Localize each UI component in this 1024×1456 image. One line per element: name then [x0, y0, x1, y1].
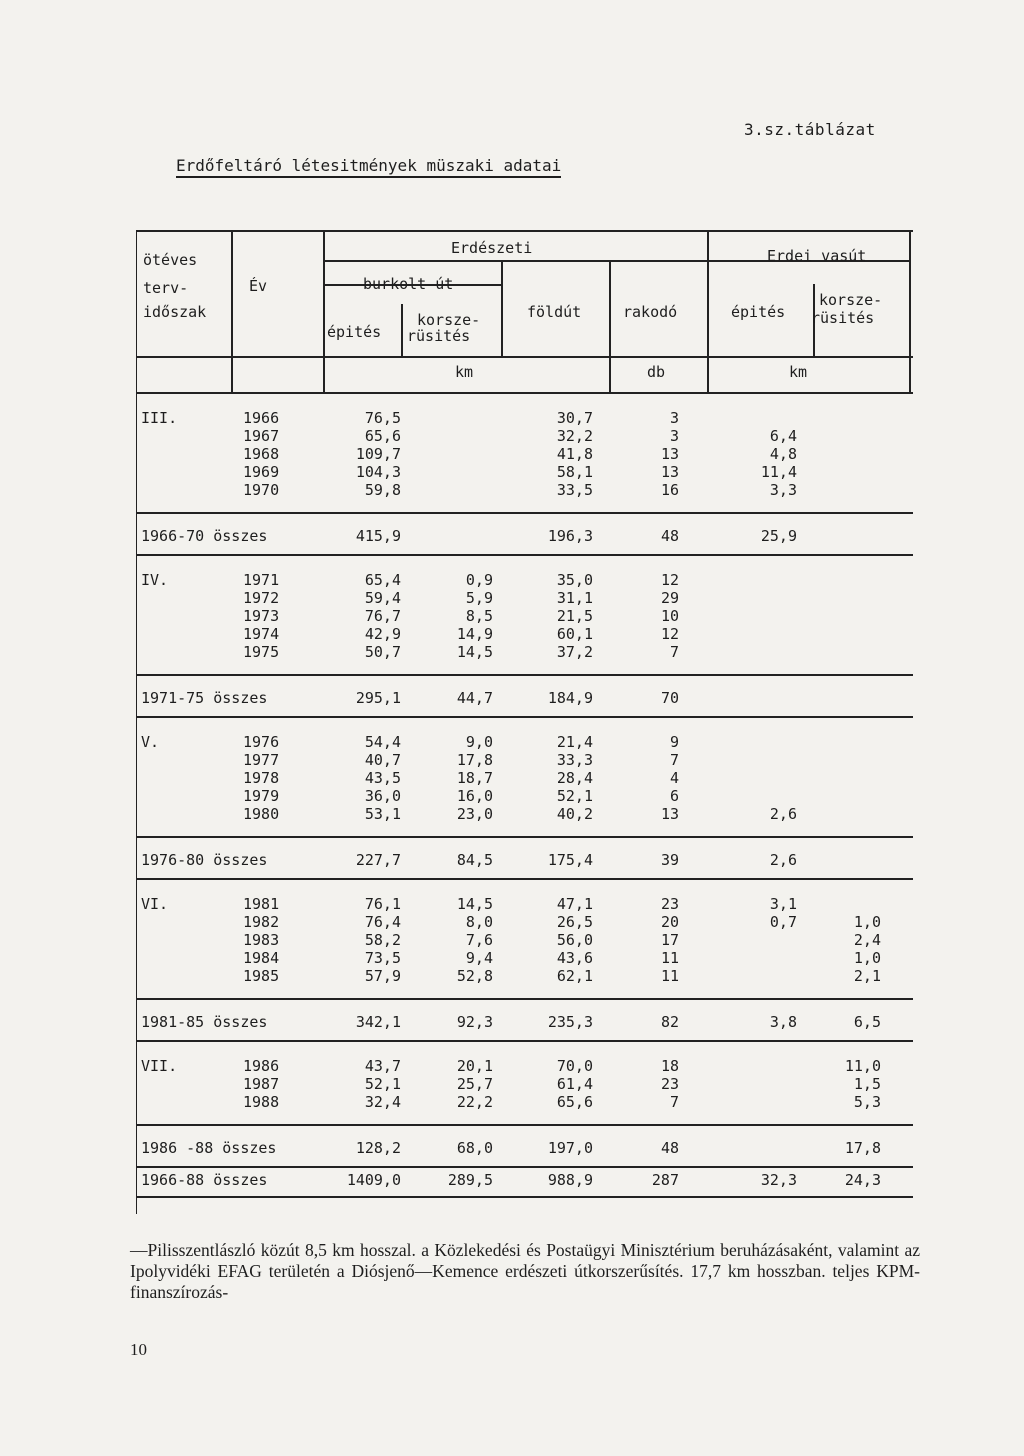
vasut-epites-cell: 3,1 — [769, 895, 797, 913]
header-unit-km-vasut: km — [789, 363, 808, 381]
foldut-cell: 28,4 — [556, 769, 593, 787]
vasut-korszerusites-cell: 1,0 — [853, 913, 881, 931]
subtotal-rakodo: 82 — [660, 1013, 679, 1031]
rakodo-cell: 7 — [669, 751, 679, 769]
header-epites: épités — [327, 323, 382, 341]
header-year: Év — [249, 277, 268, 295]
subtotal-label: 1976-80 összes — [141, 851, 268, 869]
subtotal-epites: 227,7 — [355, 851, 401, 869]
year-cell: 1980 — [243, 805, 280, 823]
rakodo-cell: 23 — [660, 1075, 679, 1093]
subtotal-foldut: 184,9 — [547, 689, 593, 707]
vasut-korszerusites-cell: 11,0 — [844, 1057, 881, 1075]
subtotal-foldut: 235,3 — [547, 1013, 593, 1031]
header-foldut: földút — [527, 303, 582, 321]
foldut-cell: 21,5 — [556, 607, 593, 625]
subtotal-label: 1966-70 összes — [141, 527, 268, 545]
header-unit-db: db — [647, 363, 666, 381]
year-cell: 1974 — [243, 625, 280, 643]
grand-total-vasut-epites: 32,3 — [760, 1171, 797, 1189]
rakodo-cell: 11 — [660, 967, 679, 985]
foldut-cell: 52,1 — [556, 787, 593, 805]
epites-cell: 54,4 — [364, 733, 401, 751]
grand-total-vasut-korszerusites: 24,3 — [844, 1171, 881, 1189]
vasut-korszerusites-cell: 5,3 — [853, 1093, 881, 1111]
rakodo-cell: 12 — [660, 625, 679, 643]
vasut-epites-cell: 11,4 — [760, 463, 797, 481]
vasut-korszerusites-cell: 2,4 — [853, 931, 881, 949]
year-cell: 1986 — [243, 1057, 280, 1075]
header-vasut-korsz-2: rüsités — [811, 309, 875, 327]
grand-total-korszerusites: 289,5 — [447, 1171, 493, 1189]
grand-total-foldut: 988,9 — [547, 1171, 593, 1189]
year-cell: 1981 — [243, 895, 280, 913]
table-reference: 3.sz.táblázat — [744, 120, 876, 139]
subtotal-label: 1971-75 összes — [141, 689, 268, 707]
header-korszerusites-1: korsze- — [417, 311, 481, 329]
vasut-epites-cell: 6,4 — [769, 427, 797, 445]
subtotal-foldut: 197,0 — [547, 1139, 593, 1157]
subtotal-foldut: 196,3 — [547, 527, 593, 545]
header-rakodo: rakodó — [623, 303, 678, 321]
header-unit-km: km — [455, 363, 474, 381]
foldut-cell: 21,4 — [556, 733, 593, 751]
foldut-cell: 37,2 — [556, 643, 593, 661]
epites-cell: 43,5 — [364, 769, 401, 787]
epites-cell: 36,0 — [364, 787, 401, 805]
subtotal-rakodo: 48 — [660, 527, 679, 545]
foldut-cell: 33,3 — [556, 751, 593, 769]
header-erdeszeti: Erdészeti — [451, 239, 533, 257]
year-cell: 1979 — [243, 787, 280, 805]
rakodo-cell: 7 — [669, 1093, 679, 1111]
rakodo-cell: 13 — [660, 445, 679, 463]
korszerusites-cell: 14,9 — [456, 625, 493, 643]
year-cell: 1988 — [243, 1093, 280, 1111]
epites-cell: 57,9 — [364, 967, 401, 985]
header-korszerusites-2: rüsités — [407, 327, 471, 345]
year-cell: 1982 — [243, 913, 280, 931]
year-cell: 1987 — [243, 1075, 280, 1093]
year-cell: 1970 — [243, 481, 280, 499]
epites-cell: 104,3 — [355, 463, 401, 481]
rakodo-cell: 10 — [660, 607, 679, 625]
subtotal-korszerusites: 44,7 — [456, 689, 493, 707]
rakodo-cell: 13 — [660, 805, 679, 823]
korszerusites-cell: 0,9 — [465, 571, 493, 589]
korszerusites-cell: 14,5 — [456, 643, 493, 661]
year-cell: 1968 — [243, 445, 280, 463]
korszerusites-cell: 18,7 — [456, 769, 493, 787]
period-label: IV. — [141, 571, 169, 589]
korszerusites-cell: 17,8 — [456, 751, 493, 769]
korszerusites-cell: 7,6 — [465, 931, 493, 949]
subtotal-korszerusites: 84,5 — [456, 851, 493, 869]
year-cell: 1973 — [243, 607, 280, 625]
period-label: VII. — [141, 1057, 178, 1075]
foldut-cell: 60,1 — [556, 625, 593, 643]
year-cell: 1977 — [243, 751, 280, 769]
epites-cell: 76,5 — [364, 409, 401, 427]
epites-cell: 59,8 — [364, 481, 401, 499]
subtotal-epites: 415,9 — [355, 527, 401, 545]
epites-cell: 52,1 — [364, 1075, 401, 1093]
table-title: Erdőfeltáró létesitmények müszaki adatai — [176, 156, 561, 178]
korszerusites-cell: 9,4 — [465, 949, 493, 967]
vasut-epites-cell: 0,7 — [769, 913, 797, 931]
rakodo-cell: 23 — [660, 895, 679, 913]
epites-cell: 65,4 — [364, 571, 401, 589]
korszerusites-cell: 23,0 — [456, 805, 493, 823]
grand-total-epites: 1409,0 — [346, 1171, 401, 1189]
epites-cell: 76,7 — [364, 607, 401, 625]
footer-paragraph: —Pilisszentlászló közút 8,5 km hosszal. a Közlekedési és Postaügyi Minisztérium beruházásaként, valamint az Ipolyvidéki EFAG területén a Diósjenő—Kemence erdészeti útkorszerűsítés. 17,7 km hosszban. teljes KPM-finanszírozás- — [130, 1240, 920, 1302]
foldut-cell: 30,7 — [556, 409, 593, 427]
header-period-line3: időszak — [143, 303, 207, 321]
rakodo-cell: 17 — [660, 931, 679, 949]
year-cell: 1985 — [243, 967, 280, 985]
header-period-line1: ötéves — [143, 251, 198, 269]
year-cell: 1984 — [243, 949, 280, 967]
subtotal-label: 1986 -88 összes — [141, 1139, 277, 1157]
subtotal-vasut-korszerusites: 17,8 — [844, 1139, 881, 1157]
header-burkolt-ut: burkolt út — [363, 275, 454, 293]
rakodo-cell: 16 — [660, 481, 679, 499]
rakodo-cell: 4 — [669, 769, 679, 787]
period-label: V. — [141, 733, 160, 751]
year-cell: 1978 — [243, 769, 280, 787]
period-label: III. — [141, 409, 178, 427]
foldut-cell: 33,5 — [556, 481, 593, 499]
subtotal-foldut: 175,4 — [547, 851, 593, 869]
year-cell: 1967 — [243, 427, 280, 445]
epites-cell: 65,6 — [364, 427, 401, 445]
korszerusites-cell: 8,0 — [465, 913, 493, 931]
korszerusites-cell: 16,0 — [456, 787, 493, 805]
foldut-cell: 61,4 — [556, 1075, 593, 1093]
subtotal-rakodo: 48 — [660, 1139, 679, 1157]
rakodo-cell: 18 — [660, 1057, 679, 1075]
epites-cell: 109,7 — [355, 445, 401, 463]
header-period-line2: terv- — [143, 279, 189, 297]
rakodo-cell: 6 — [669, 787, 679, 805]
subtotal-label: 1981-85 összes — [141, 1013, 268, 1031]
data-table — [136, 230, 913, 1214]
foldut-cell: 26,5 — [556, 913, 593, 931]
korszerusites-cell: 14,5 — [456, 895, 493, 913]
vasut-epites-cell: 2,6 — [769, 805, 797, 823]
year-cell: 1983 — [243, 931, 280, 949]
subtotal-rakodo: 39 — [660, 851, 679, 869]
header-vasut-epites: épités — [731, 303, 786, 321]
epites-cell: 59,4 — [364, 589, 401, 607]
rakodo-cell: 9 — [669, 733, 679, 751]
foldut-cell: 40,2 — [556, 805, 593, 823]
epites-cell: 40,7 — [364, 751, 401, 769]
epites-cell: 76,1 — [364, 895, 401, 913]
year-cell: 1976 — [243, 733, 280, 751]
subtotal-korszerusites: 68,0 — [456, 1139, 493, 1157]
epites-cell: 58,2 — [364, 931, 401, 949]
vasut-korszerusites-cell: 1,5 — [853, 1075, 881, 1093]
korszerusites-cell: 9,0 — [465, 733, 493, 751]
epites-cell: 73,5 — [364, 949, 401, 967]
epites-cell: 76,4 — [364, 913, 401, 931]
grand-total-rakodo: 287 — [651, 1171, 679, 1189]
foldut-cell: 56,0 — [556, 931, 593, 949]
rakodo-cell: 13 — [660, 463, 679, 481]
foldut-cell: 32,2 — [556, 427, 593, 445]
epites-cell: 32,4 — [364, 1093, 401, 1111]
vasut-korszerusites-cell: 2,1 — [853, 967, 881, 985]
header-erdei-vasut: Erdei vasút — [767, 247, 867, 265]
year-cell: 1975 — [243, 643, 280, 661]
foldut-cell: 43,6 — [556, 949, 593, 967]
subtotal-epites: 295,1 — [355, 689, 401, 707]
foldut-cell: 70,0 — [556, 1057, 593, 1075]
rakodo-cell: 20 — [660, 913, 679, 931]
rakodo-cell: 3 — [669, 409, 679, 427]
epites-cell: 50,7 — [364, 643, 401, 661]
foldut-cell: 31,1 — [556, 589, 593, 607]
epites-cell: 43,7 — [364, 1057, 401, 1075]
subtotal-vasut-epites: 2,6 — [769, 851, 797, 869]
foldut-cell: 35,0 — [556, 571, 593, 589]
foldut-cell: 41,8 — [556, 445, 593, 463]
foldut-cell: 47,1 — [556, 895, 593, 913]
rakodo-cell: 12 — [660, 571, 679, 589]
korszerusites-cell: 5,9 — [465, 589, 493, 607]
korszerusites-cell: 22,2 — [456, 1093, 493, 1111]
vasut-epites-cell: 4,8 — [769, 445, 797, 463]
year-cell: 1971 — [243, 571, 280, 589]
foldut-cell: 62,1 — [556, 967, 593, 985]
subtotal-epites: 342,1 — [355, 1013, 401, 1031]
year-cell: 1969 — [243, 463, 280, 481]
year-cell: 1972 — [243, 589, 280, 607]
year-cell: 1966 — [243, 409, 280, 427]
subtotal-rakodo: 70 — [660, 689, 679, 707]
subtotal-vasut-korszerusites: 6,5 — [853, 1013, 881, 1031]
subtotal-epites: 128,2 — [355, 1139, 401, 1157]
rakodo-cell: 11 — [660, 949, 679, 967]
rakodo-cell: 3 — [669, 427, 679, 445]
subtotal-korszerusites: 92,3 — [456, 1013, 493, 1031]
grand-total-label: 1966-88 összes — [141, 1171, 268, 1189]
period-label: VI. — [141, 895, 169, 913]
subtotal-vasut-epites: 25,9 — [760, 527, 797, 545]
page-number: 10 — [130, 1340, 147, 1359]
foldut-cell: 65,6 — [556, 1093, 593, 1111]
korszerusites-cell: 25,7 — [456, 1075, 493, 1093]
korszerusites-cell: 52,8 — [456, 967, 493, 985]
foldut-cell: 58,1 — [556, 463, 593, 481]
subtotal-vasut-epites: 3,8 — [769, 1013, 797, 1031]
vasut-korszerusites-cell: 1,0 — [853, 949, 881, 967]
header-vasut-korsz-1: korsze- — [819, 291, 883, 309]
rakodo-cell: 29 — [660, 589, 679, 607]
korszerusites-cell: 8,5 — [465, 607, 493, 625]
rakodo-cell: 7 — [669, 643, 679, 661]
vasut-epites-cell: 3,3 — [769, 481, 797, 499]
korszerusites-cell: 20,1 — [456, 1057, 493, 1075]
epites-cell: 42,9 — [364, 625, 401, 643]
epites-cell: 53,1 — [364, 805, 401, 823]
